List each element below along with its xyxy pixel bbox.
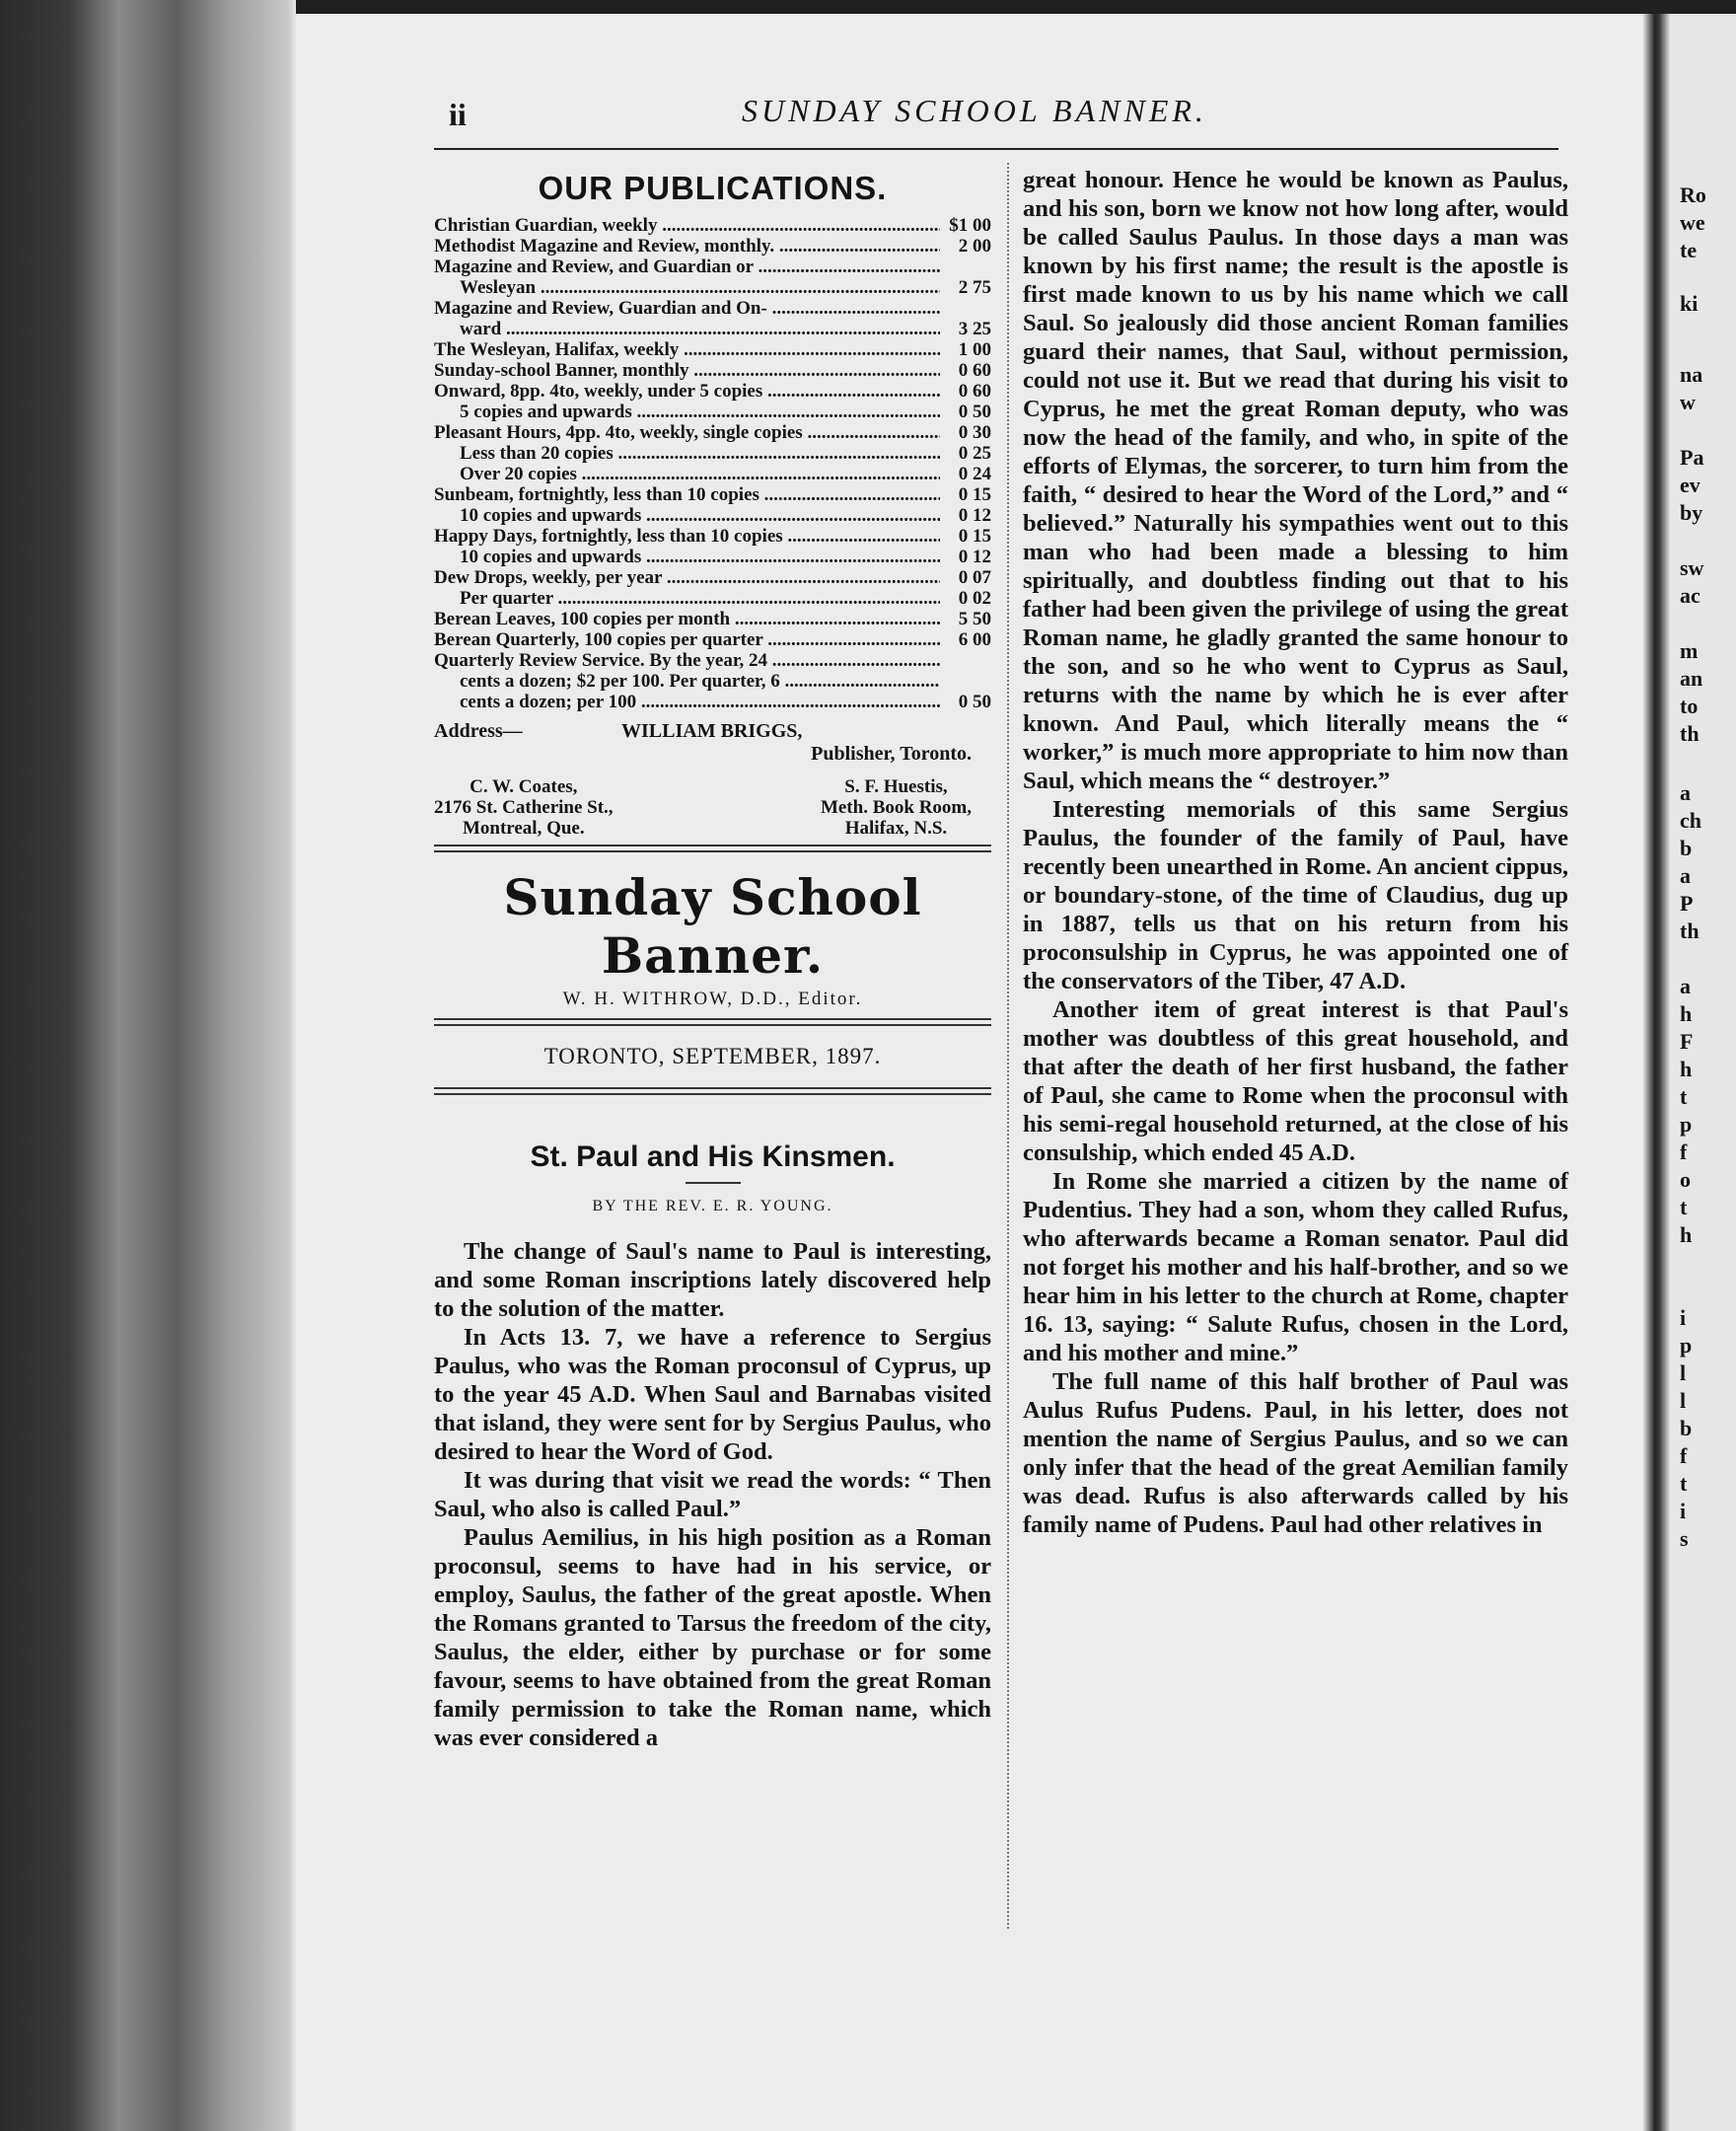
publication-price: 6 00 [958, 629, 991, 650]
publications-list [434, 215, 991, 712]
next-page-fragment: by [1680, 500, 1703, 525]
publication-name: cents a dozen; $2 per 100. Per quarter, 6 ..... [460, 671, 940, 692]
next-page-fragment: ev [1680, 473, 1700, 497]
publication-price: 0 02 [958, 588, 991, 609]
publication-name: Wesleyan ..... [460, 277, 940, 298]
publication-name: The Wesleyan, Halifax, weekly ..... [434, 339, 940, 360]
publication-row [434, 526, 991, 547]
issue-date: TORONTO, SEPTEMBER, 1897. [543, 1044, 882, 1068]
branch-montreal [434, 776, 614, 839]
publication-price: 0 07 [958, 567, 991, 588]
next-page-fragment: Ro [1680, 183, 1706, 207]
publication-row [434, 650, 991, 671]
publication-row [434, 609, 991, 629]
next-page-fragment: o [1680, 1167, 1691, 1192]
next-page-fragment: na [1680, 362, 1703, 387]
publication-price: 2 75 [958, 277, 991, 298]
publication-row [434, 339, 991, 360]
publication-price: 2 00 [958, 236, 991, 257]
branch-addresses [434, 776, 991, 839]
publication-row [434, 629, 991, 650]
publication-row [434, 484, 991, 505]
publication-name: Sunday-school Banner, monthly ..... [434, 360, 940, 381]
publications-title: OUR PUBLICATIONS. [538, 170, 888, 206]
next-page-fragment: f [1680, 1139, 1688, 1164]
publication-name: 5 copies and upwards ..... [460, 402, 940, 422]
next-page-fragment: F [1680, 1029, 1694, 1054]
editor-line: W. H. WITHROW, D.D., Editor. [562, 989, 863, 1009]
address-line [434, 720, 991, 743]
publication-row [434, 464, 991, 484]
next-page-fragment: p [1680, 1112, 1693, 1137]
publisher-name: WILLIAM BRIGGS, [621, 720, 803, 742]
publication-name: Per quarter ..... [460, 588, 940, 609]
publication-row [434, 381, 991, 402]
next-page-fragment: w [1680, 390, 1696, 414]
publication-row [434, 298, 991, 319]
paragraph: It was during that visit we read the words: “ Then Saul, who also is called Paul.” [434, 1467, 991, 1522]
next-page-fragment: a [1680, 780, 1691, 805]
next-page-fragment: Pa [1680, 445, 1704, 470]
publication-name: Less than 20 copies ..... [460, 443, 940, 464]
publication-name: Christian Guardian, weekly ..... [434, 215, 940, 236]
publication-name: Quarterly Review Service. By the year, 24 ..... [434, 650, 940, 671]
next-page-fragment: t [1680, 1471, 1688, 1496]
article-byline: BY THE REV. E. R. YOUNG. [592, 1198, 833, 1214]
publication-price: 0 12 [958, 547, 991, 567]
publication-name: Berean Quarterly, 100 copies per quarter ..... [434, 629, 940, 650]
publication-name: Magazine and Review, Guardian and On- ..... [434, 298, 940, 319]
paragraph: Another item of great interest is that Paul's mother was doubtless of this great household, and that after the death of her first husband, the father of Paul, she came to Rome when the proconsul with his semi-regal household returned, at the close of his consulship, which ended 45 A.D. [1023, 996, 1568, 1166]
next-page-fragment: l [1680, 1388, 1687, 1413]
paragraph: The full name of this half brother of Paul was Aulus Rufus Pudens. Paul, in his letter, does not mention the name of Sergius Paulus, and so we can only infer that the head of the great Aemilian family was dead. Rufus is also afterwards called by his family name of Pudens. Paul had other relatives in [1023, 1368, 1568, 1538]
next-page-edge [1670, 14, 1736, 2131]
branch-city: Montreal, Que. [462, 818, 585, 839]
article-title: St. Paul and His Kinsmen. [530, 1140, 896, 1173]
publication-price: 1 00 [958, 339, 991, 360]
branch-halifax [821, 776, 972, 839]
next-page-fragment: t [1680, 1084, 1688, 1109]
next-page-fragment: a [1680, 974, 1691, 998]
article-body-left [434, 1237, 991, 1752]
next-page-fragment: th [1680, 919, 1700, 943]
paragraph: In Acts 13. 7, we have a reference to Sergius Paulus, who was the Roman proconsul of Cyprus, up to the year 45 A.D. When Saul and Barnabas visited that island, they were sent for by Sergius Paulus, who desired to hear the Word of God. [434, 1324, 991, 1465]
publication-price: 0 60 [958, 360, 991, 381]
masthead-title: Sunday School Banner. [503, 868, 922, 985]
publication-row [434, 505, 991, 526]
publication-row [434, 236, 991, 257]
publication-name: Magazine and Review, and Guardian or ..... [434, 257, 940, 277]
next-page-fragment: to [1680, 694, 1699, 718]
publication-price: 0 60 [958, 381, 991, 402]
paragraph: The change of Saul's name to Paul is interesting, and some Roman inscriptions lately discovered help to the solution of the matter. [434, 1238, 991, 1322]
publication-row [434, 692, 991, 712]
top-edge [296, 0, 1736, 14]
publication-name: Happy Days, fortnightly, less than 10 copies ..... [434, 526, 940, 547]
publication-price: $1 00 [949, 215, 991, 236]
left-column [434, 160, 991, 1752]
next-page-fragment: h [1680, 1001, 1693, 1026]
next-page-fragment: an [1680, 666, 1703, 691]
publication-row [434, 319, 991, 339]
next-page-fragment: b [1680, 836, 1693, 860]
publication-row [434, 402, 991, 422]
address-label: Address— [434, 720, 523, 742]
publication-name: Berean Leaves, 100 copies per month ..... [434, 609, 940, 629]
page-number: ii [449, 97, 467, 132]
publication-row [434, 360, 991, 381]
publication-price: 5 50 [958, 609, 991, 629]
next-page-fragment: P [1680, 891, 1694, 916]
publication-row [434, 443, 991, 464]
publication-price: 0 12 [958, 505, 991, 526]
column-divider [1007, 163, 1009, 1929]
publication-name: Pleasant Hours, 4pp. 4to, weekly, single copies ..... [434, 422, 940, 443]
publication-row [434, 215, 991, 236]
publication-name: Over 20 copies ..... [460, 464, 940, 484]
publication-name: Methodist Magazine and Review, monthly. ..... [434, 236, 940, 257]
next-page-fragment: we [1680, 210, 1705, 235]
publication-price: 0 50 [958, 402, 991, 422]
right-column [1023, 166, 1568, 1539]
publication-row [434, 567, 991, 588]
publication-price: 3 25 [958, 319, 991, 339]
next-page-fragment: m [1680, 638, 1699, 663]
branch-street: 2176 St. Catherine St., [434, 797, 614, 818]
article-body-right [1023, 166, 1568, 1539]
branch-city: Halifax, N.S. [844, 818, 948, 839]
next-page-fragment: ac [1680, 583, 1700, 608]
next-page-fragment: t [1680, 1195, 1688, 1219]
paragraph: Paulus Aemilius, in his high position as a Roman proconsul, seems to have had in his service, or employ, Saulus, the father of the great apostle. When the Romans granted to Tarsus the freedom of the city, Saulus, the elder, either by purchase or for some favour, seems to have obtained from the great Roman family permission to take the Roman name, which was ever considered a [434, 1524, 991, 1751]
book-spine [0, 0, 296, 2131]
next-page-fragment: i [1680, 1305, 1687, 1330]
publication-price: 0 30 [958, 422, 991, 443]
next-page-fragment: ch [1680, 808, 1701, 833]
publication-price: 0 24 [958, 464, 991, 484]
publisher-place: Publisher, Toronto. [811, 743, 972, 765]
next-page-fragment: a [1680, 863, 1691, 888]
title-rule [686, 1182, 741, 1184]
publication-name: Sunbeam, fortnightly, less than 10 copies ..... [434, 484, 940, 505]
divider-rule [434, 845, 991, 852]
next-page-fragment: h [1680, 1222, 1693, 1247]
book-gutter [1642, 14, 1670, 2131]
publication-row [434, 588, 991, 609]
publication-price: 0 15 [958, 484, 991, 505]
next-page-fragment: sw [1680, 555, 1704, 580]
paragraph: great honour. Hence he would be known as Paulus, and his son, born we know not how long after, would be called Saulus Paulus. In those days a man was known by his first name; the result is the apostle is first made known to us by his name which we call Saul. So jealously did those ancient Roman families guard their names, that Saul, without permission, could not use it. But we read that during his visit to Cyprus, he met the great Roman deputy, who was now the head of the family, and who, in spite of the efforts of Elymas, the sorcerer, to turn him from the faith, “ desired to hear the Word of the Lord,” and “ believed.” Naturally his sympathies went out to this man who had been made a blessing to him spiritually, and doubtless finding out that to his father had been given the privilege of using the great Roman name, he gladly granted the same honour to the son, and so he who went to Cyprus as Saul, returns with the name by which he is ever after known. And Paul, which literally means the “ worker,” is much more appropriate to him now than Saul, which means the “ destroyer.” [1023, 167, 1568, 794]
paragraph: In Rome she married a citizen by the name of Pudentius. They had a son, whom they called Rufus, who afterwards became a Roman senator. Paul did not forget his mother and his half-brother, and so we hear him in his letter to the church at Rome, chapter 16. 13, saying: “ Salute Rufus, chosen in the Lord, and his mother and mine.” [1023, 1168, 1568, 1366]
running-title: SUNDAY SCHOOL BANNER. [742, 93, 1207, 128]
publication-row [434, 547, 991, 567]
next-page-fragment: b [1680, 1416, 1693, 1440]
next-page-fragment: th [1680, 721, 1700, 746]
publication-row [434, 277, 991, 298]
publication-row [434, 671, 991, 692]
publication-name: 10 copies and upwards ..... [460, 505, 940, 526]
next-page-fragment: h [1680, 1057, 1693, 1081]
divider-rule [434, 1018, 991, 1026]
header-rule [434, 148, 1558, 150]
publication-name: Onward, 8pp. 4to, weekly, under 5 copies ..... [434, 381, 940, 402]
next-page-fragment: p [1680, 1333, 1693, 1358]
divider-rule [434, 1087, 991, 1095]
publication-price: 0 15 [958, 526, 991, 547]
publication-name: 10 copies and upwards ..... [460, 547, 940, 567]
publication-name: ward ..... [460, 319, 940, 339]
publication-row [434, 422, 991, 443]
paragraph: Interesting memorials of this same Sergius Paulus, the founder of the family of Paul, have recently been unearthed in Rome. An ancient cippus, or boundary-stone, of the time of Claudius, dug up in 1887, tells us that on his return from his proconsulship in Cyprus, he was appointed one of the conservators of the Tiber, 47 A.D. [1023, 796, 1568, 994]
next-page-fragment: f [1680, 1443, 1688, 1468]
publication-row [434, 257, 991, 277]
next-page-fragment: l [1680, 1360, 1687, 1385]
branch-name: C. W. Coates, [470, 776, 578, 797]
next-page-fragment: s [1680, 1526, 1689, 1551]
publication-price: 0 25 [958, 443, 991, 464]
branch-street: Meth. Book Room, [820, 797, 972, 818]
next-page-fragment: i [1680, 1499, 1687, 1523]
publication-name: cents a dozen; per 100 ..... [460, 692, 940, 712]
next-page-fragment: te [1680, 238, 1698, 262]
publication-name: Dew Drops, weekly, per year ..... [434, 567, 940, 588]
branch-name: S. F. Huestis, [844, 776, 948, 797]
next-page-fragment: ki [1680, 291, 1699, 316]
publication-price: 0 50 [958, 692, 991, 712]
